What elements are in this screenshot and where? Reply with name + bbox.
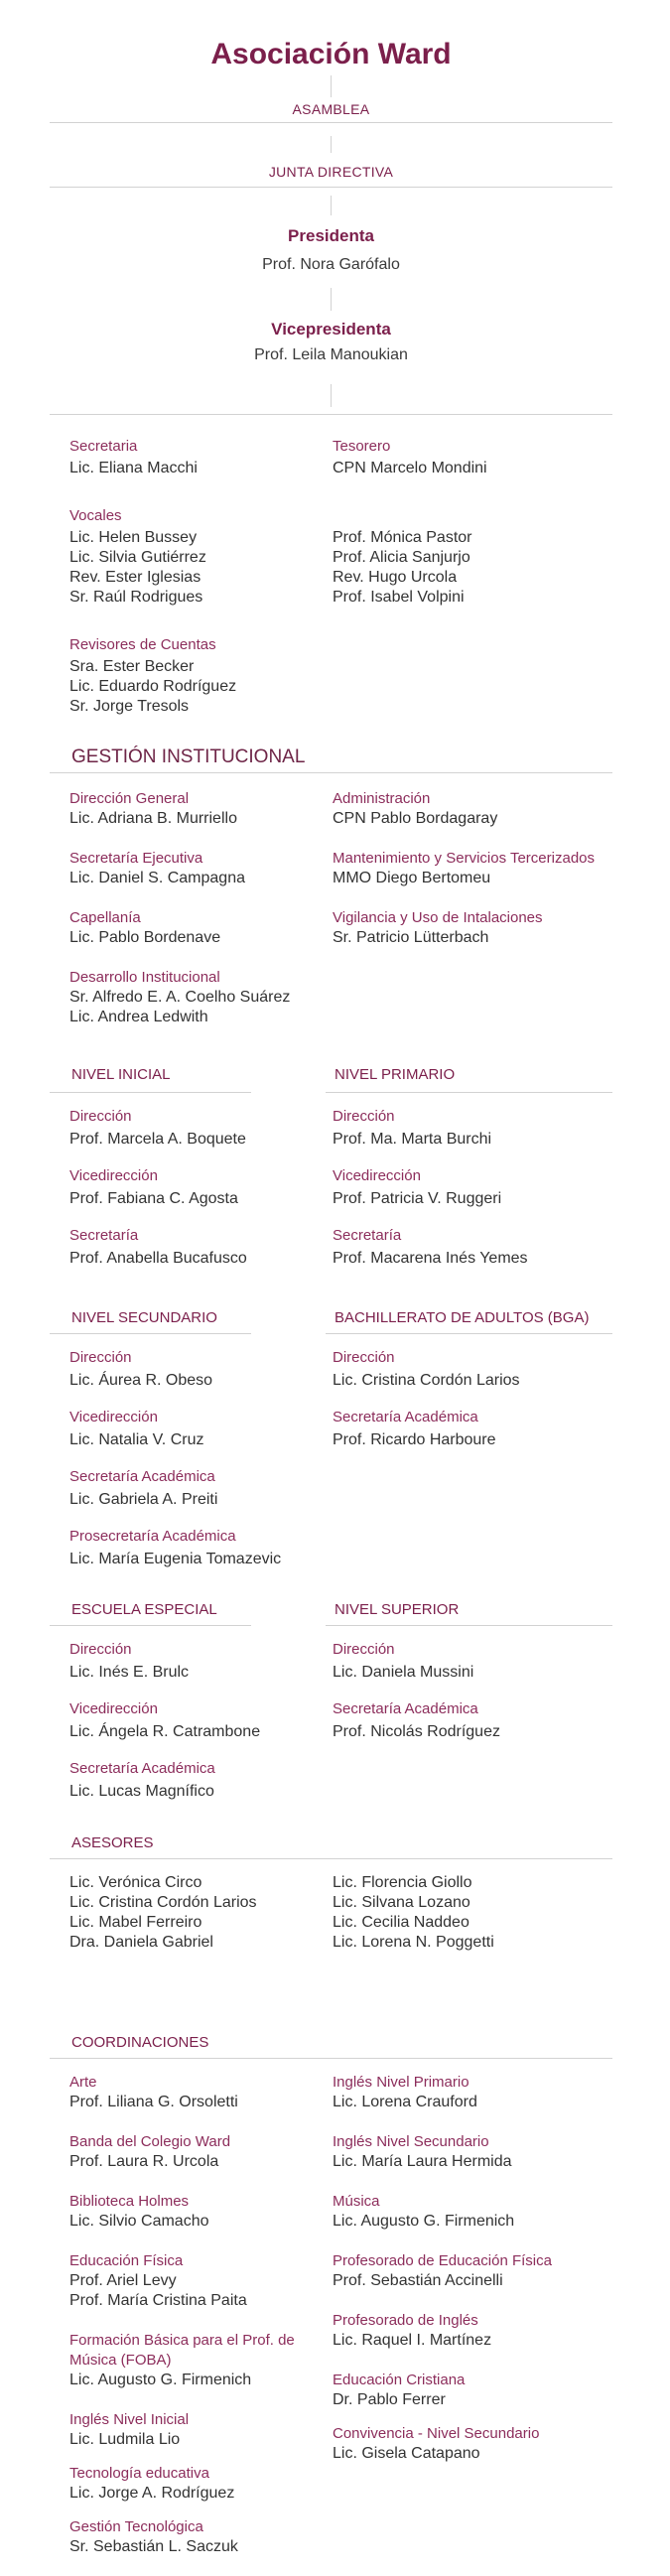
coordinaciones-right	[333, 2073, 650, 2484]
role-label: Secretaría Ejecutiva	[69, 850, 203, 867]
person-name: Lic. Silvana Lozano	[333, 1894, 470, 1911]
role-label: Secretaría Académica	[333, 1409, 478, 1425]
person-name: Lic. Cecilia Naddeo	[333, 1914, 469, 1931]
section-title-coordinaciones: COORDINACIONES	[71, 2034, 209, 2051]
person-name: Prof. Marcela A. Boquete	[69, 1131, 246, 1148]
person-name: Lic. Verónica Circo	[69, 1874, 202, 1891]
section-divider	[326, 1092, 612, 1093]
person-name: Lic. Augusto G. Firmenich	[69, 2372, 252, 2388]
connector-line	[331, 384, 332, 407]
section-title-bachillerato: BACHILLERATO DE ADULTOS (BGA)	[335, 1309, 590, 1326]
person-name: Prof. Liliana G. Orsoletti	[69, 2094, 238, 2110]
section-title-asesores: ASESORES	[71, 1834, 154, 1851]
role-label: Inglés Nivel Secundario	[333, 2133, 489, 2150]
person-name: Dr. Pablo Ferrer	[333, 2391, 446, 2408]
person-name: Sra. Ester Becker	[69, 658, 195, 675]
role-label: Dirección General	[69, 790, 190, 807]
person-name: Lic. Silvio Camacho	[69, 2213, 209, 2230]
section-title-escuela-especial: ESCUELA ESPECIAL	[71, 1601, 217, 1618]
role-label: Desarrollo Institucional	[69, 969, 220, 986]
org-entry	[69, 2517, 323, 2557]
person-name: Lic. Pablo Bordenave	[69, 929, 221, 946]
section-title-nivel-inicial: NIVEL INICIAL	[71, 1066, 171, 1083]
org-entry	[333, 789, 650, 829]
role-label: Inglés Nivel Primario	[333, 2074, 469, 2091]
org-entry	[69, 2192, 323, 2232]
org-entry	[333, 1226, 650, 1269]
person-name: Lic. Florencia Giollo	[333, 1874, 472, 1891]
org-entry	[333, 2251, 650, 2291]
person-name: Lic. Lorena N. Poggetti	[333, 1934, 494, 1951]
role-label: Biblioteca Holmes	[69, 2193, 190, 2210]
org-entry	[333, 2192, 650, 2232]
org-entry	[69, 2331, 323, 2390]
gestion-right	[333, 789, 650, 968]
person-name: Prof. Fabiana C. Agosta	[69, 1190, 238, 1207]
role-label: Secretaría Académica	[69, 1468, 215, 1485]
board-members-right	[333, 437, 650, 635]
nivel-secundario-list	[69, 1348, 323, 1586]
person-name: Prof. Macarena Inés Yemes	[333, 1250, 528, 1267]
person-name: Lic. Adriana B. Murriello	[69, 810, 237, 827]
person-name: Lic. Helen Bussey	[69, 529, 198, 546]
asesores-left	[69, 1873, 323, 1953]
org-entry	[69, 635, 323, 717]
role-label: Dirección	[333, 1108, 395, 1125]
connector-line	[331, 196, 332, 215]
org-entry	[333, 2073, 650, 2112]
person-name: Lic. Jorge A. Rodríguez	[69, 2485, 235, 2502]
role-label: Tecnología educativa	[69, 2465, 209, 2482]
role-label: Vigilancia y Uso de Intalaciones	[333, 909, 543, 926]
person-name: Lic. Cristina Cordón Larios	[69, 1894, 257, 1911]
person-name: Prof. Laura R. Urcola	[69, 2153, 219, 2170]
person-name: CPN Pablo Bordagaray	[333, 810, 498, 827]
person-name: Lic. María Eugenia Tomazevic	[69, 1551, 282, 1567]
role-label: Inglés Nivel Inicial	[69, 2411, 190, 2428]
assembly-heading: ASAMBLEA	[292, 101, 370, 117]
person-name: Lic. Mabel Ferreiro	[69, 1914, 202, 1931]
section-divider	[50, 1625, 251, 1626]
org-entry	[333, 2311, 650, 2351]
role-label: Gestión Tecnológica	[69, 2518, 203, 2535]
org-entry	[69, 506, 323, 608]
org-entry	[69, 849, 323, 888]
person-name: Prof. Ricardo Harboure	[333, 1431, 496, 1448]
org-entry	[333, 2132, 650, 2172]
section-divider	[50, 1333, 251, 1334]
person-name: Lic. Gisela Catapano	[333, 2445, 480, 2462]
person-name: Sr. Raúl Rodrigues	[69, 589, 203, 606]
org-entry	[69, 2073, 323, 2112]
person-name: Prof. Alicia Sanjurjo	[333, 549, 470, 566]
page-title: Asociación Ward	[210, 38, 452, 70]
org-entry	[69, 1408, 323, 1450]
person-name: Lic. Raquel I. Martínez	[333, 2332, 492, 2349]
section-divider	[326, 1625, 612, 1626]
org-entry	[69, 1640, 323, 1683]
role-label: Dirección	[69, 1349, 132, 1366]
person-name: Lic. Lorena Crauford	[333, 2094, 477, 2110]
org-entry	[69, 1348, 323, 1391]
org-entry	[333, 2371, 650, 2410]
role-label: Dirección	[333, 1641, 395, 1658]
person-name: Lic. Augusto G. Firmenich	[333, 2213, 515, 2230]
section-title-nivel-primario: NIVEL PRIMARIO	[335, 1066, 456, 1083]
role-label: Prosecretaría Académica	[69, 1528, 236, 1545]
person-name: Prof. Ariel Levy	[69, 2272, 177, 2289]
role-label: Secretaria	[69, 438, 138, 455]
org-entry	[333, 1166, 650, 1209]
org-entry	[69, 968, 323, 1027]
role-label: Revisores de Cuentas	[69, 636, 216, 653]
president-name: Prof. Nora Garófalo	[262, 256, 400, 273]
vice-president-label: Vicepresidenta	[271, 320, 391, 339]
person-name: Prof. María Cristina Paita	[69, 2292, 247, 2309]
escuela-especial-list	[69, 1640, 323, 1819]
person-name: Prof. Patricia V. Ruggeri	[333, 1190, 502, 1207]
gestion-left	[69, 789, 323, 1047]
role-label: Secretaría	[69, 1227, 139, 1244]
person-name: MMO Diego Bertomeu	[333, 870, 491, 886]
role-label: Educación Cristiana	[333, 2372, 466, 2388]
role-label: Secretaría Académica	[333, 1700, 478, 1717]
connector-line	[331, 75, 332, 97]
person-name: Rev. Ester Iglesias	[69, 569, 201, 586]
org-entry	[333, 1699, 650, 1742]
role-label: Educación Física	[69, 2252, 184, 2269]
person-name: Lic. Eliana Macchi	[69, 460, 198, 476]
person-name: Lic. Eduardo Rodríguez	[69, 678, 237, 695]
role-label: Dirección	[69, 1641, 132, 1658]
person-name: Prof. Sebastián Accinelli	[333, 2272, 503, 2289]
divider	[50, 187, 612, 188]
connector-line	[331, 288, 332, 311]
board-heading: JUNTA DIRECTIVA	[268, 164, 394, 180]
person-name: Lic. Ángela R. Catrambone	[69, 1723, 261, 1740]
org-entry	[333, 1640, 650, 1683]
section-divider	[50, 1858, 612, 1859]
divider	[50, 122, 612, 123]
org-entry	[69, 1527, 323, 1569]
section-divider	[50, 1092, 251, 1093]
person-name: Sr. Jorge Tresols	[69, 698, 190, 715]
section-title-nivel-secundario: NIVEL SECUNDARIO	[71, 1309, 217, 1326]
org-entry	[69, 1107, 323, 1150]
role-label: Formación Básica para el Prof. de Música (FOBA)	[69, 2332, 295, 2369]
person-name: Lic. Inés E. Brulc	[69, 1664, 190, 1681]
bachillerato-list	[333, 1348, 650, 1467]
role-label: Tesorero	[333, 438, 391, 455]
coordinaciones-left	[69, 2073, 323, 2576]
role-label: Dirección	[333, 1349, 395, 1366]
section-title-gestion: GESTIÓN INSTITUCIONAL	[71, 746, 306, 767]
person-name: Rev. Hugo Urcola	[333, 569, 458, 586]
person-name: Prof. Nicolás Rodríguez	[333, 1723, 500, 1740]
person-name: Sr. Sebastián L. Saczuk	[69, 2538, 238, 2555]
person-name: Prof. Anabella Bucafusco	[69, 1250, 247, 1267]
person-name: Prof. Mónica Pastor	[333, 529, 472, 546]
role-label: Vicedirección	[69, 1700, 158, 1717]
org-entry	[69, 2132, 323, 2172]
person-name: Dra. Daniela Gabriel	[69, 1934, 213, 1951]
section-divider	[326, 1333, 612, 1334]
person-name: Lic. Daniel S. Campagna	[69, 870, 245, 886]
asesores-right	[333, 1873, 650, 1953]
org-entry	[69, 2464, 323, 2504]
org-entry	[69, 437, 323, 478]
nivel-primario-list	[333, 1107, 650, 1286]
section-divider	[50, 2058, 612, 2059]
org-entry	[333, 1348, 650, 1391]
org-entry	[69, 1759, 323, 1802]
person-name: Prof. Isabel Volpini	[333, 589, 465, 606]
org-entry	[333, 1107, 650, 1150]
org-entry	[333, 1408, 650, 1450]
role-label: Vicedirección	[69, 1409, 158, 1425]
org-entry	[69, 1699, 323, 1742]
org-entry	[69, 1467, 323, 1510]
role-label: Administración	[333, 790, 431, 807]
role-label: Vicedirección	[69, 1167, 158, 1184]
person-name: CPN Marcelo Mondini	[333, 460, 487, 476]
org-entry	[69, 908, 323, 948]
role-label: Convivencia - Nivel Secundario	[333, 2425, 540, 2442]
role-label: Arte	[69, 2074, 97, 2091]
role-label: Mantenimiento y Servicios Tercerizados	[333, 850, 596, 867]
person-name: Lic. Natalia V. Cruz	[69, 1431, 204, 1448]
person-name: Sr. Alfredo E. A. Coelho Suárez	[69, 989, 291, 1006]
role-label: Secretaría Académica	[69, 1760, 215, 1777]
role-label: Capellanía	[69, 909, 141, 926]
president-label: Presidenta	[288, 226, 374, 245]
org-entry	[69, 2410, 323, 2450]
org-entry	[333, 2424, 650, 2464]
role-label: Vicedirección	[333, 1167, 421, 1184]
divider	[50, 414, 612, 415]
person-name: Lic. Gabriela A. Preiti	[69, 1491, 218, 1508]
role-label: Secretaría	[333, 1227, 402, 1244]
person-name: Prof. Ma. Marta Burchi	[333, 1131, 492, 1148]
section-divider	[50, 772, 612, 773]
role-label: Banda del Colegio Ward	[69, 2133, 231, 2150]
role-label: Vocales	[69, 507, 122, 524]
org-entry	[69, 789, 323, 829]
person-name: Lic. María Laura Hermida	[333, 2153, 512, 2170]
org-entry	[69, 1226, 323, 1269]
org-entry	[69, 1166, 323, 1209]
vice-president-name: Prof. Leila Manoukian	[254, 346, 408, 363]
nivel-inicial-list	[69, 1107, 323, 1286]
org-entry	[333, 849, 650, 888]
person-name: Lic. Andrea Ledwith	[69, 1009, 208, 1025]
role-label	[333, 506, 650, 526]
nivel-superior-list	[333, 1640, 650, 1759]
org-entry	[69, 2251, 323, 2311]
person-name: Sr. Patricio Lütterbach	[333, 929, 489, 946]
org-entry	[333, 437, 650, 478]
role-label: Música	[333, 2193, 380, 2210]
section-title-nivel-superior: NIVEL SUPERIOR	[335, 1601, 460, 1618]
person-name: Lic. Cristina Cordón Larios	[333, 1372, 520, 1389]
person-name: Lic. Lucas Magnífico	[69, 1783, 214, 1800]
person-name: Lic. Áurea R. Obeso	[69, 1372, 213, 1389]
org-entry	[333, 908, 650, 948]
role-label: Dirección	[69, 1108, 132, 1125]
person-name: Lic. Silvia Gutiérrez	[69, 549, 206, 566]
person-name: Lic. Ludmila Lio	[69, 2431, 181, 2448]
person-name: Lic. Daniela Mussini	[333, 1664, 474, 1681]
role-label: Profesorado de Inglés	[333, 2312, 478, 2329]
org-entry	[333, 506, 650, 608]
connector-line	[331, 136, 332, 153]
role-label: Profesorado de Educación Física	[333, 2252, 552, 2269]
board-members-left	[69, 437, 323, 745]
